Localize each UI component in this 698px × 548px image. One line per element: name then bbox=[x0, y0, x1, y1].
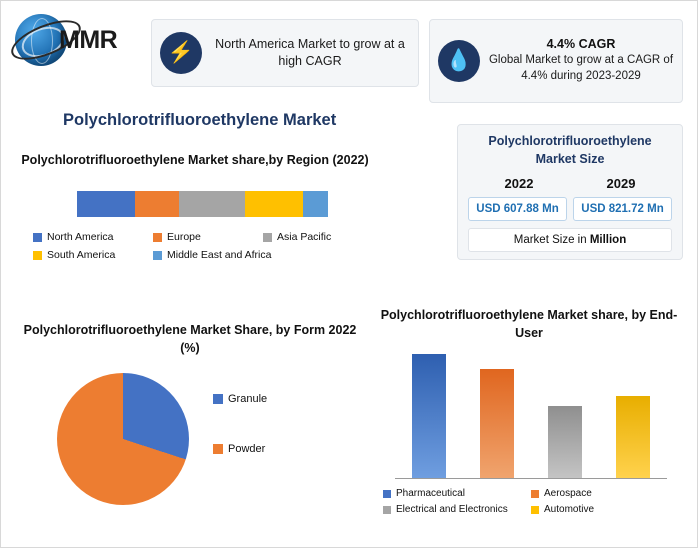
legend-label: Aerospace bbox=[544, 488, 592, 500]
legend-item-south-america bbox=[33, 249, 153, 261]
market-size-year-forecast: 2029 bbox=[606, 176, 636, 191]
market-size-unit-prefix: Market Size in bbox=[513, 234, 590, 246]
chart-title-region: Polychlorotrifluoroethylene Market share,by Region (2022) bbox=[21, 153, 369, 167]
market-size-value-forecast: USD 821.72 Mn bbox=[573, 197, 672, 221]
callout-north-america bbox=[151, 19, 419, 87]
legend-item-pharmaceutical bbox=[383, 488, 531, 499]
legend-item-automotive bbox=[531, 504, 594, 515]
bar-segment-middle-east-africa bbox=[303, 191, 328, 217]
legend-form bbox=[213, 393, 267, 493]
legend-row bbox=[33, 231, 375, 243]
pie-wrapper bbox=[15, 371, 365, 521]
legend-item-middle-east-africa bbox=[153, 249, 271, 261]
bar-electrical-electronics bbox=[548, 406, 582, 478]
bar-aerospace bbox=[480, 369, 514, 478]
legend-swatch-icon bbox=[213, 444, 223, 454]
page-title: Polychlorotrifluoroethylene Market bbox=[63, 111, 337, 129]
callout-body bbox=[210, 36, 410, 70]
callout-title: 4.4% CAGR bbox=[546, 37, 616, 52]
stacked-bar-region bbox=[77, 191, 353, 217]
flame-icon: 💧 bbox=[438, 40, 480, 82]
legend-item-powder bbox=[213, 443, 267, 455]
legend-label: Asia Pacific bbox=[277, 231, 332, 244]
legend-label: Granule bbox=[228, 393, 268, 406]
market-size-card bbox=[457, 124, 683, 260]
legend-label: Pharmaceutical bbox=[396, 488, 465, 500]
callout-body bbox=[488, 37, 674, 84]
callout-text: Global Market to grow at a CAGR of 4.4% during 2023-2029 bbox=[488, 54, 674, 82]
market-size-title: Polychlorotrifluoroethylene Market Size bbox=[488, 134, 652, 166]
legend-label: Automotive bbox=[544, 504, 595, 516]
lightning-bolt-icon: ⚡ bbox=[160, 32, 202, 74]
market-size-unit-value: Million bbox=[589, 234, 627, 246]
legend-item-europe bbox=[153, 231, 263, 243]
legend-swatch-icon bbox=[531, 506, 539, 514]
legend-swatch-icon bbox=[33, 233, 42, 242]
chart-title-enduser: Polychlorotrifluoroethylene Market share, by End-User bbox=[380, 308, 678, 341]
callout-global-cagr bbox=[429, 19, 683, 103]
market-size-years bbox=[468, 176, 672, 191]
legend-item-granule bbox=[213, 393, 267, 405]
bar-segment-asia-pacific bbox=[179, 191, 245, 217]
legend-row bbox=[383, 504, 685, 515]
legend-row bbox=[383, 488, 685, 499]
chart-enduser-share bbox=[373, 306, 685, 520]
callout-text: North America Market to grow at a high CAGR bbox=[215, 37, 405, 68]
market-size-values bbox=[468, 197, 672, 221]
logo-text: MMR bbox=[59, 25, 118, 54]
legend-item-aerospace bbox=[531, 488, 592, 499]
legend-row bbox=[33, 249, 375, 261]
legend-label: North America bbox=[47, 231, 114, 244]
legend-swatch-icon bbox=[383, 506, 391, 514]
legend-item-electrical-electronics bbox=[383, 504, 531, 515]
legend-label: Powder bbox=[228, 443, 266, 456]
legend-swatch-icon bbox=[153, 233, 162, 242]
legend-label: Electrical and Electronics bbox=[396, 504, 508, 516]
legend-swatch-icon bbox=[213, 394, 223, 404]
legend-label: South America bbox=[47, 249, 116, 262]
legend-swatch-icon bbox=[263, 233, 272, 242]
chart-title-form: Polychlorotrifluoroethylene Market Share, by Form 2022 (%) bbox=[23, 323, 357, 356]
legend-swatch-icon bbox=[531, 490, 539, 498]
company-logo bbox=[15, 9, 165, 71]
bar-automotive bbox=[616, 396, 650, 478]
market-size-year-base: 2022 bbox=[504, 176, 534, 191]
pie-chart bbox=[57, 373, 189, 505]
legend-enduser bbox=[383, 488, 685, 515]
chart-form-share bbox=[15, 321, 365, 521]
legend-swatch-icon bbox=[33, 251, 42, 260]
legend-label: Middle East and Africa bbox=[167, 249, 272, 262]
market-size-value-base: USD 607.88 Mn bbox=[468, 197, 567, 221]
market-size-unit bbox=[468, 228, 672, 252]
bar-segment-north-america bbox=[77, 191, 135, 217]
legend-item-north-america bbox=[33, 231, 153, 243]
legend-label: Europe bbox=[167, 231, 201, 244]
legend-swatch-icon bbox=[153, 251, 162, 260]
legend-item-asia-pacific bbox=[263, 231, 331, 243]
bar-segment-south-america bbox=[245, 191, 303, 217]
bar-pharmaceutical bbox=[412, 354, 446, 478]
legend-swatch-icon bbox=[383, 490, 391, 498]
legend-region bbox=[33, 231, 375, 261]
chart-region-share bbox=[15, 151, 375, 267]
bar-chart-enduser bbox=[395, 354, 667, 479]
bar-segment-europe bbox=[135, 191, 179, 217]
